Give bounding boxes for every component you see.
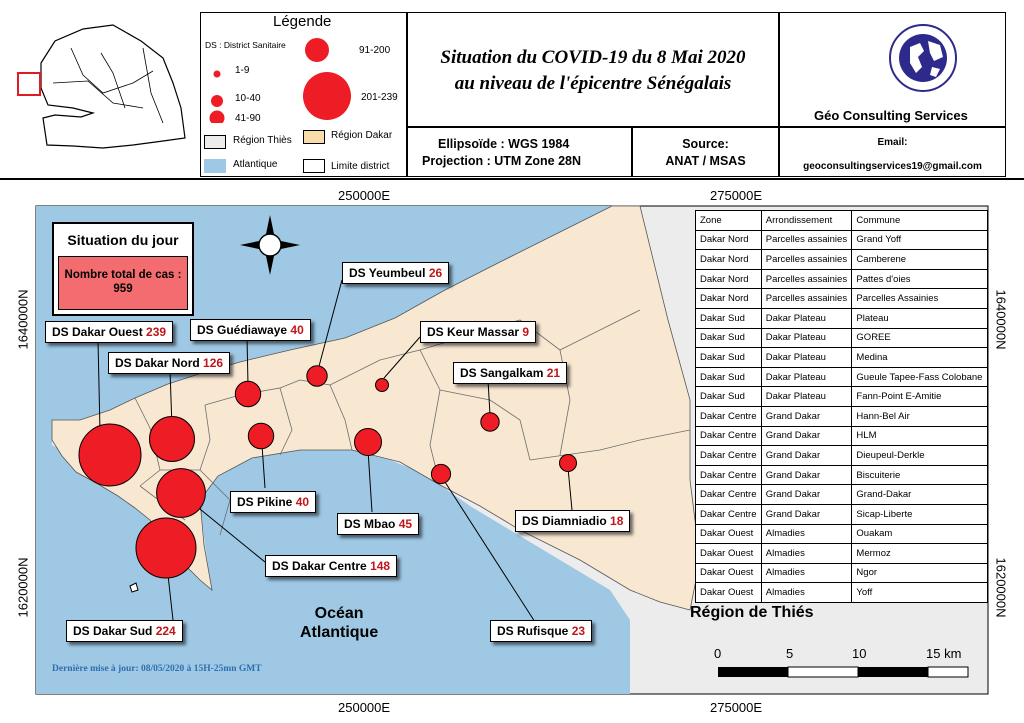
table-cell: Dakar Nord xyxy=(696,230,762,250)
legend-size-4: 91-200 xyxy=(359,45,391,56)
table-cell: HLM xyxy=(852,426,988,446)
label-sangalkam: DS Sangalkam 21 xyxy=(453,362,567,384)
table-cell: Dakar Plateau xyxy=(761,348,852,368)
header xyxy=(0,0,1024,180)
legend-title: Légende xyxy=(273,13,332,30)
table-cell: Grand Dakar xyxy=(761,446,852,466)
table-cell: Dakar Ouest xyxy=(696,583,762,603)
table-cell: Grand Dakar xyxy=(761,426,852,446)
case-circle xyxy=(157,469,206,518)
situation-title: Situation du jour xyxy=(67,232,179,248)
ocean-label: Océan Atlantique xyxy=(300,605,379,641)
table-row xyxy=(696,289,988,309)
title-box xyxy=(407,12,779,127)
label-diamniadio: DS Diamniadio 18 xyxy=(515,510,630,532)
thies-region-label: Région de Thiés xyxy=(690,604,814,621)
swatch-limite xyxy=(303,159,325,173)
table-cell: Camberene xyxy=(852,250,988,270)
table-cell: Dakar Sud xyxy=(696,308,762,328)
case-circle xyxy=(79,424,141,486)
case-circle xyxy=(235,381,260,406)
legend-size-2: 10-40 xyxy=(235,93,261,104)
legend-circles xyxy=(201,13,408,123)
table-cell: Parcelles assainies xyxy=(761,250,852,270)
table-cell: Hann-Bel Air xyxy=(852,406,988,426)
table-cell: Dakar Centre xyxy=(696,504,762,524)
table-header-row xyxy=(696,211,988,231)
table-cell: Dakar Centre xyxy=(696,485,762,505)
table-cell: Medina xyxy=(852,348,988,368)
table-cell: Grand Yoff xyxy=(852,230,988,250)
table-cell: Dakar Sud xyxy=(696,328,762,348)
coord-right-2: 1620000N xyxy=(993,557,1009,618)
table-cell: Parcelles assainies xyxy=(761,230,852,250)
table-row xyxy=(696,563,988,583)
title-line-2: au niveau de l'épicentre Sénégalais xyxy=(454,73,732,94)
table-cell: Dakar Nord xyxy=(696,250,762,270)
logo-box xyxy=(779,12,1006,127)
table-row xyxy=(696,426,988,446)
table-cell: Grand Dakar xyxy=(761,465,852,485)
case-circle xyxy=(481,413,499,431)
senegal-inset xyxy=(13,13,201,163)
legend-atlantique: Atlantique xyxy=(233,159,278,170)
case-circle xyxy=(431,464,450,483)
table-cell: Dakar Centre xyxy=(696,465,762,485)
table-row xyxy=(696,230,988,250)
projection-box xyxy=(407,127,632,177)
source-label: Source: xyxy=(682,137,729,151)
situation-label: Nombre total de cas : xyxy=(64,269,182,281)
header-divider xyxy=(0,178,1024,180)
label-yeumbeul: DS Yeumbeul 26 xyxy=(342,262,449,284)
swatch-region-dakar xyxy=(303,130,325,144)
label-dakar-ouest: DS Dakar Ouest 239 xyxy=(45,321,173,343)
swatch-region-thies xyxy=(204,135,226,149)
table-cell: Dakar Ouest xyxy=(696,524,762,544)
table-cell: Grand Dakar xyxy=(761,406,852,426)
company-logo xyxy=(888,23,958,93)
situation-box xyxy=(52,222,194,316)
table-cell: Dakar Centre xyxy=(696,446,762,466)
email-box xyxy=(779,127,1006,177)
table-row xyxy=(696,583,988,603)
table-cell: Biscuiterie xyxy=(852,465,988,485)
coord-top-1: 250000E xyxy=(338,188,391,203)
table-cell: Pattes d'oies xyxy=(852,269,988,289)
coord-left-2: 1620000N xyxy=(15,557,31,618)
legend-size-5: 201-239 xyxy=(361,92,398,103)
swatch-atlantique xyxy=(204,159,226,173)
table-cell: Gueule Tapee-Fass Colobane xyxy=(852,367,988,387)
table-header-cell: Zone xyxy=(696,211,762,231)
legend-size-3: 41-90 xyxy=(235,113,261,124)
table-cell: Dieupeul-Derkle xyxy=(852,446,988,466)
table-cell: Fann-Point E-Amitie xyxy=(852,387,988,407)
legend-limite: Limite district xyxy=(331,161,390,172)
table-cell: Dakar Plateau xyxy=(761,367,852,387)
case-circle xyxy=(307,366,327,386)
label-dakar-centre: DS Dakar Centre 148 xyxy=(265,555,397,577)
coord-left-1: 1640000N xyxy=(15,289,31,350)
situation-total xyxy=(58,256,188,310)
case-circle xyxy=(248,423,273,448)
source-value: ANAT / MSAS xyxy=(665,154,746,168)
table-cell: Dakar Sud xyxy=(696,367,762,387)
source-box xyxy=(632,127,779,177)
label-keur-massar: DS Keur Massar 9 xyxy=(420,321,536,343)
table-cell: Grand Dakar xyxy=(761,485,852,505)
label-pikine: DS Pikine 40 xyxy=(230,491,316,513)
table-cell: Grand-Dakar xyxy=(852,485,988,505)
table-row xyxy=(696,406,988,426)
legend-ds-note: DS : District Sanitaire xyxy=(205,40,286,50)
table-row xyxy=(696,544,988,564)
table-cell: Dakar Ouest xyxy=(696,563,762,583)
label-dakar-sud: DS Dakar Sud 224 xyxy=(66,620,183,642)
ellipsoid: Ellipsoïde : WGS 1984 xyxy=(438,137,570,151)
table-row xyxy=(696,308,988,328)
table-cell: Dakar Centre xyxy=(696,406,762,426)
table-row xyxy=(696,465,988,485)
coord-right-1: 1640000N xyxy=(993,289,1009,350)
legend-region-thies: Région Thiès xyxy=(233,135,292,146)
table-header-cell: Arrondissement xyxy=(761,211,852,231)
label-mbao: DS Mbao 45 xyxy=(337,513,419,535)
email-label: Email: xyxy=(877,137,908,148)
district-table xyxy=(695,210,988,603)
table-cell: Parcelles Assainies xyxy=(852,289,988,309)
table-cell: Almadies xyxy=(761,583,852,603)
case-circle xyxy=(136,518,196,578)
table-cell: Ngor xyxy=(852,563,988,583)
table-cell: Dakar Plateau xyxy=(761,328,852,348)
table-cell: Parcelles assainies xyxy=(761,269,852,289)
situation-value: 959 xyxy=(113,283,133,295)
table-cell: Mermoz xyxy=(852,544,988,564)
update-note: Dernière mise à jour: 08/05/2020 à 15H-25mn GMT xyxy=(52,664,262,674)
scale-label-15: 15 km xyxy=(926,646,962,661)
table-cell: Dakar Ouest xyxy=(696,544,762,564)
table-row xyxy=(696,485,988,505)
table-row xyxy=(696,269,988,289)
table-cell: Almadies xyxy=(761,544,852,564)
legend-region-dakar: Région Dakar xyxy=(331,130,393,141)
scale-label-0: 0 xyxy=(714,646,722,661)
inset-map xyxy=(12,12,200,162)
table-cell: Dakar Plateau xyxy=(761,308,852,328)
label-guediawaye: DS Guédiawaye 40 xyxy=(190,319,311,341)
scale-bar xyxy=(718,667,968,677)
table-row xyxy=(696,446,988,466)
table-cell: Dakar Centre xyxy=(696,426,762,446)
table-cell: Yoff xyxy=(852,583,988,603)
scale-label-5: 5 xyxy=(786,646,794,661)
legend xyxy=(200,12,407,177)
table-cell: Ouakam xyxy=(852,524,988,544)
table-row xyxy=(696,328,988,348)
table-header-cell: Commune xyxy=(852,211,988,231)
table-row xyxy=(696,524,988,544)
label-dakar-nord: DS Dakar Nord 126 xyxy=(108,352,230,374)
table-cell: Plateau xyxy=(852,308,988,328)
case-circle xyxy=(376,379,389,392)
table-cell: Almadies xyxy=(761,524,852,544)
coord-bottom-1: 250000E xyxy=(338,700,391,715)
table-cell: Almadies xyxy=(761,563,852,583)
company-name: Géo Consulting Services xyxy=(814,108,968,123)
table-cell: Parcelles assainies xyxy=(761,289,852,309)
coord-top-2: 275000E xyxy=(710,188,763,203)
table-row xyxy=(696,367,988,387)
email-value: geoconsultingservices19@gmail.com xyxy=(803,161,982,172)
table-cell: Dakar Nord xyxy=(696,289,762,309)
table-cell: GOREE xyxy=(852,328,988,348)
table-cell: Sicap-Liberte xyxy=(852,504,988,524)
table-cell: Dakar Nord xyxy=(696,269,762,289)
scale-label-10: 10 xyxy=(852,646,867,661)
case-circle xyxy=(560,455,577,472)
label-rufisque: DS Rufisque 23 xyxy=(490,620,592,642)
case-circle xyxy=(150,417,195,462)
table-row xyxy=(696,504,988,524)
table-row xyxy=(696,348,988,368)
title-line-1: Situation du COVID-19 du 8 Mai 2020 xyxy=(440,47,746,68)
table-cell: Dakar Sud xyxy=(696,387,762,407)
projection: Projection : UTM Zone 28N xyxy=(422,154,582,168)
legend-size-1: 1-9 xyxy=(235,65,250,76)
inset-highlight xyxy=(18,73,40,95)
table-row xyxy=(696,250,988,270)
table-row xyxy=(696,387,988,407)
coord-bottom-2: 275000E xyxy=(710,700,763,715)
table-cell: Grand Dakar xyxy=(761,504,852,524)
table-cell: Dakar Plateau xyxy=(761,387,852,407)
case-circle xyxy=(355,429,382,456)
table-cell: Dakar Sud xyxy=(696,348,762,368)
